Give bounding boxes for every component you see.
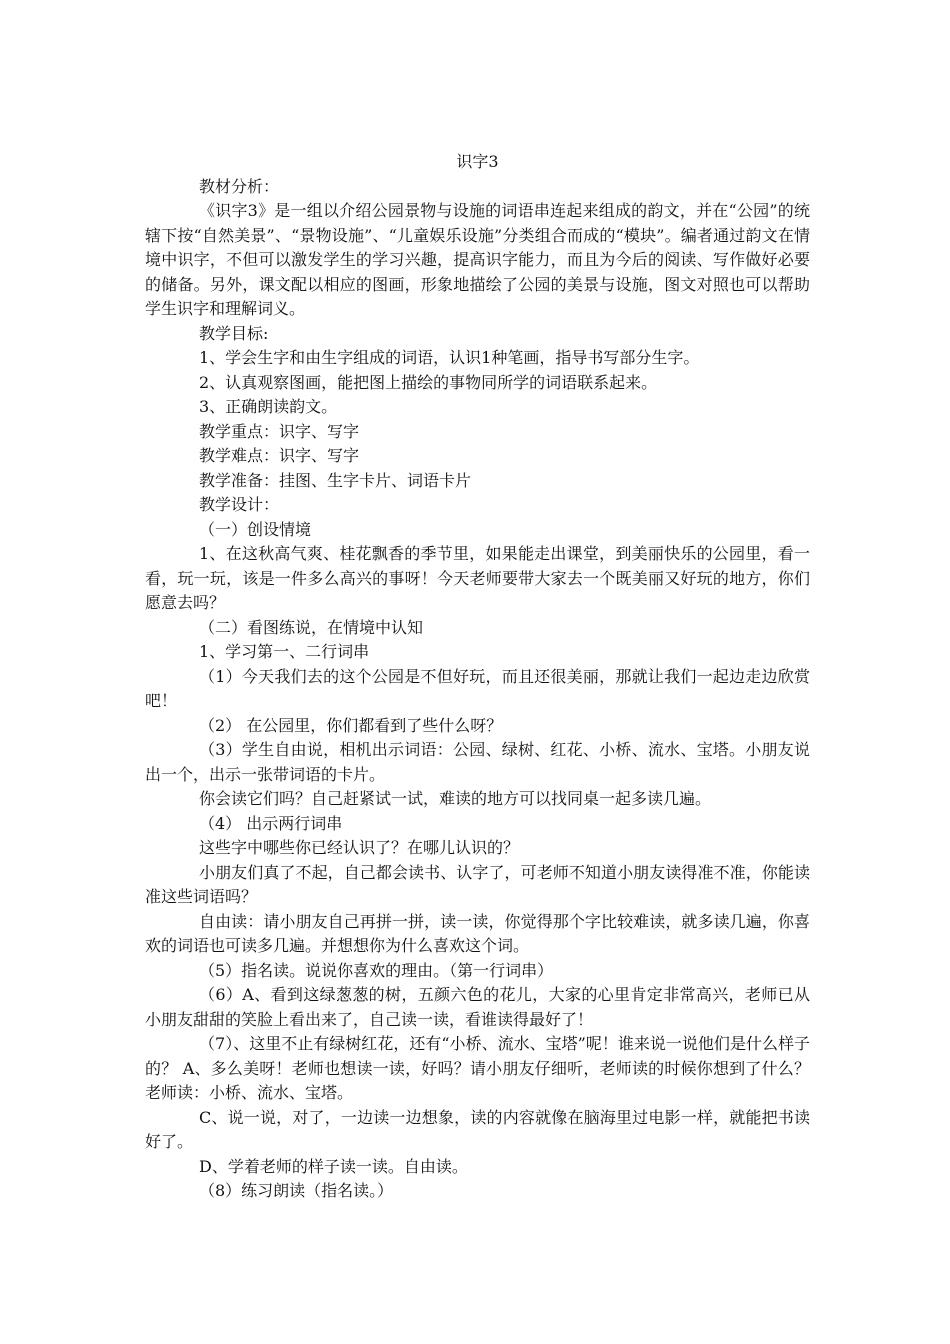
paragraph: （1）今天我们去的这个公园是不但好玩，而且还很美丽，那就让我们一起边走边欣赏吧！ (145, 666, 810, 710)
paragraph: （4） 出示两行词串 (199, 813, 343, 833)
paragraph: （6）A、看到这绿葱葱的树，五颜六色的花儿，大家的心里肯定非常高兴，老师已从小朋友甜甜的笑脸上看出来了，自己读一读，看谁读得最好了！ (145, 985, 810, 1029)
paragraph: 《识字3》是一组以介绍公园景物与设施的词语串连起来组成的韵文，并在“公园”的统辖下按“自然美景”、“景物设施”、“儿童娱乐设施”分类组合而成的“模块”。编者通过韵文在情境中识字，不但可以激发学生的学习兴趣，提高识字能力，而且为今后的阅读、写作做好必要的储备。另外，课文配以相应的图画，形象地描绘了公园的美景与设施，图文对照也可以帮助学生识字和理解词义。 (145, 201, 810, 318)
paragraph: 这些字中哪些你已经认识了？在哪儿认识的？ (199, 838, 520, 857)
paragraph: 1、学习第一、二行词串 (199, 642, 370, 661)
paragraph: （5）指名读。说说你喜欢的理由。（第一行词串） (199, 960, 554, 980)
paragraph: 小朋友们真了不起，自己都会读书、认字了，可老师不知道小朋友读得准不准，你能读准这些词语吗？ (145, 862, 810, 906)
paragraph: C、说一说，对了，一边读一边想象，读的内容就像在脑海里过电影一样，就能把书读好了。 (145, 1107, 810, 1151)
paragraph: 你会读它们吗？自己赶紧试一试，难读的地方可以找同桌一起多读几遍。 (199, 789, 712, 808)
document-page (145, 150, 810, 1204)
paragraph: 教学难点：识字、写字 (199, 446, 360, 465)
paragraph: （3）学生自由说，相机出示词语：公园、绿树、红花、小桥、流水、宝塔。小朋友说出一个，出示一张带词语的卡片。 (145, 740, 810, 784)
document-title: 识字3 (456, 152, 499, 171)
paragraph: 1、学会生字和由生字组成的词语，认识1种笔画，指导书写部分生字。 (199, 348, 700, 367)
paragraph: 自由读：请小朋友自己再拼一拼，读一读，你觉得那个字比较难读，就多读几遍，你喜欢的词语也可读多几遍。并想想你为什么喜欢这个词。 (145, 911, 810, 955)
paragraph: 教学设计： (199, 495, 280, 514)
paragraph: （8）练习朗读（指名读。） (199, 1181, 394, 1200)
paragraph: 教学准备：挂图、生字卡片、词语卡片 (199, 470, 472, 490)
paragraph: 2、认真观察图画，能把图上描绘的事物同所学的词语联系起来。 (199, 372, 658, 392)
paragraph: （2） 在公园里，你们都看到了些什么呀？ (199, 715, 503, 735)
paragraph: 教学目标: (199, 323, 269, 343)
paragraph: D、学着老师的样子读一读。自由读。 (199, 1156, 468, 1176)
paragraph: 教学重点：识字、写字 (199, 421, 360, 441)
paragraph: （二）看图练说，在情境中认知 (199, 617, 424, 637)
paragraph: 教材分析： (199, 176, 280, 196)
paragraph: 1、在这秋高气爽、桂花飘香的季节里，如果能走出课堂，到美丽快乐的公园里，看一看，玩一玩，该是一件多么高兴的事呀！今天老师要带大家去一个既美丽又好玩的地方，你们愿意去吗？ (145, 544, 810, 612)
paragraph: （7）、这里不止有绿树红花，还有“小桥、流水、宝塔”呢！谁来说一说他们是什么样子的？ A、多么美呀！老师也想读一读，好吗？请小朋友仔细听，老师读的时候你想到了什么？老师读：小桥、流水、宝塔。 (145, 1034, 810, 1102)
paragraph: 3、正确朗读韵文。 (199, 397, 338, 416)
paragraph: （一）创设情境 (199, 519, 312, 539)
